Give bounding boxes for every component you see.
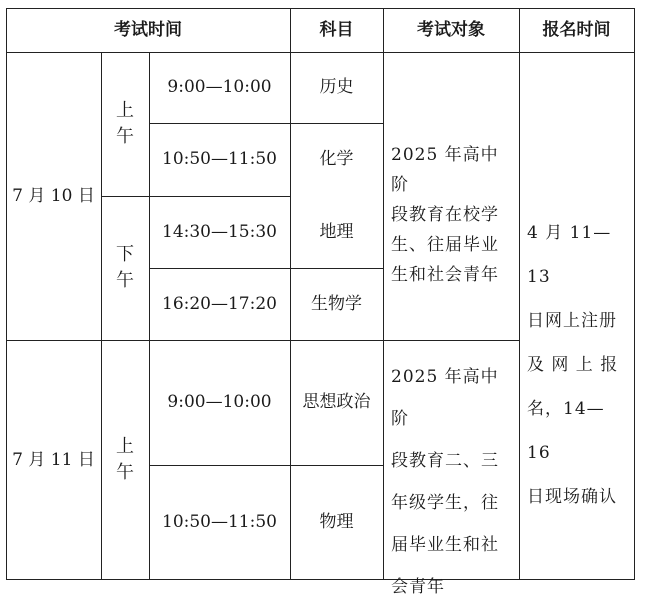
registration-line: 日网上注册: [527, 311, 617, 331]
date-day-2: 7 月 11 日: [12, 449, 95, 470]
registration-line: 日现场确认: [527, 487, 617, 507]
period-morning-day-1: [101, 52, 149, 196]
period-char: 上: [116, 100, 134, 121]
border-right: [634, 8, 635, 580]
period-morning-day-2: [101, 340, 149, 580]
registration-info: [519, 211, 634, 507]
target-line: 生、往届毕业: [391, 235, 499, 255]
header-exam-time: 考试时间: [114, 19, 182, 40]
subject-cell: 生物学: [311, 293, 362, 314]
subject-cell: 思想政治: [302, 392, 371, 412]
time-cell: 10:50—11:50: [162, 149, 277, 169]
date-day-1: 7 月 10 日: [12, 185, 95, 206]
time-cell: 14:30—15:30: [162, 221, 277, 242]
time-cell: 9:00—10:00: [167, 392, 272, 412]
target-group-1: [383, 140, 519, 285]
target-line: 届毕业生和社: [391, 535, 499, 555]
time-cell: 16:20—17:20: [162, 293, 277, 314]
time-cell: 10:50—11:50: [162, 512, 277, 532]
period-char: 午: [116, 270, 134, 291]
border-target-divider: [383, 340, 520, 341]
target-line: 段教育在校学: [391, 205, 499, 225]
time-cell: 9:00—10:00: [167, 77, 272, 97]
period-char: 午: [116, 126, 134, 147]
subject-cell: 化学: [319, 149, 354, 169]
period-char: 下: [116, 244, 134, 265]
registration-line: 及 网 上 报: [527, 355, 619, 375]
target-group-2: [383, 356, 519, 597]
period-afternoon-day-1: [101, 196, 149, 340]
target-line: 生和社会青年: [391, 265, 499, 285]
target-line: 段教育二、三: [391, 451, 499, 471]
header-target: 考试对象: [417, 19, 485, 40]
period-char: 上: [116, 436, 134, 457]
target-line: 2025 年高中阶: [391, 145, 499, 195]
period-char: 午: [116, 462, 134, 483]
subject-cell: 地理: [319, 221, 354, 242]
subject-cell: 物理: [319, 512, 354, 532]
registration-line: 名，14—16: [527, 399, 605, 463]
target-line: 会青年: [391, 577, 445, 597]
header-registration: 报名时间: [542, 19, 611, 40]
target-line: 2025 年高中阶: [391, 367, 499, 429]
target-line: 年级学生，往: [391, 493, 499, 513]
subject-cell: 历史: [319, 77, 354, 97]
header-subject: 科目: [319, 19, 354, 40]
registration-line: 4 月 11—13: [527, 223, 612, 287]
